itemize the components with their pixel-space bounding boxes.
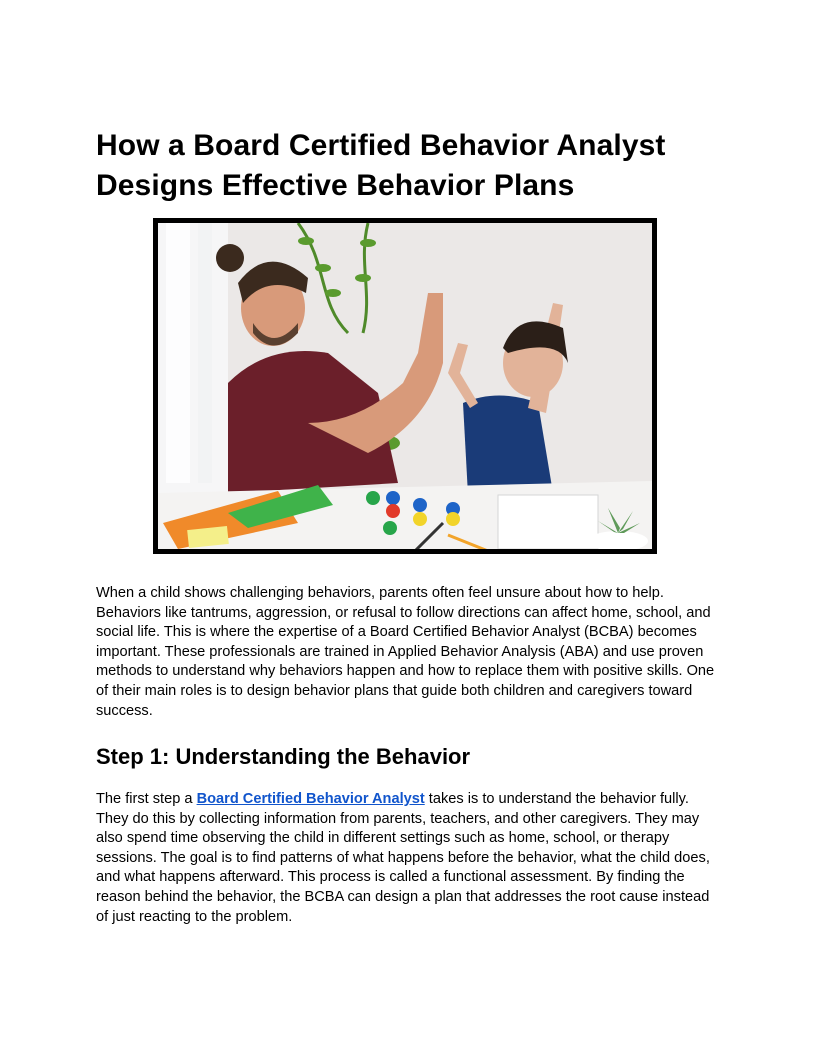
title-line-1: How a Board Certified Behavior Analyst bbox=[96, 129, 666, 162]
section-heading-step-1: Step 1: Understanding the Behavior bbox=[96, 744, 471, 769]
hero-photo bbox=[153, 218, 657, 554]
step-1-paragraph bbox=[96, 790, 720, 927]
intro-paragraph: When a child shows challenging behaviors, parents often feel unsure about how to help. Behaviors like tantrums, aggression, or refusal to follow directions can affect home, school, and social life. This is where the expertise of a Board Certified Behavior Analyst (BCBA) becomes important. These professionals are trained in Applied Behavior Analysis (ABA) and use proven methods to understand why behaviors happen and how to replace them with positive skills. One of their main roles is to design behavior plans that guide both children and caregivers toward success. bbox=[96, 585, 715, 719]
document-page bbox=[96, 126, 720, 925]
step-1-text-before-link: The first step a bbox=[96, 791, 197, 807]
step-1-text-after-link: takes is to understand the behavior fully. They do this by collecting information from parents, teachers, and other caregivers. They may also spend time observing the child in different settings such as home, school, or therapy sessions. The goal is to find patterns of what happens before the behavior, what the child does, and what happens afterward. This process is called a functional assessment. By finding the reason behind the behavior, the BCBA can design a plan that addresses the root cause instead of just reacting to the problem. bbox=[96, 791, 710, 925]
page-title bbox=[96, 126, 720, 206]
title-line-2: Designs Effective Behavior Plans bbox=[96, 169, 575, 202]
bcba-link[interactable]: Board Certified Behavior Analyst bbox=[196, 791, 425, 807]
photo-illustration bbox=[158, 223, 652, 549]
